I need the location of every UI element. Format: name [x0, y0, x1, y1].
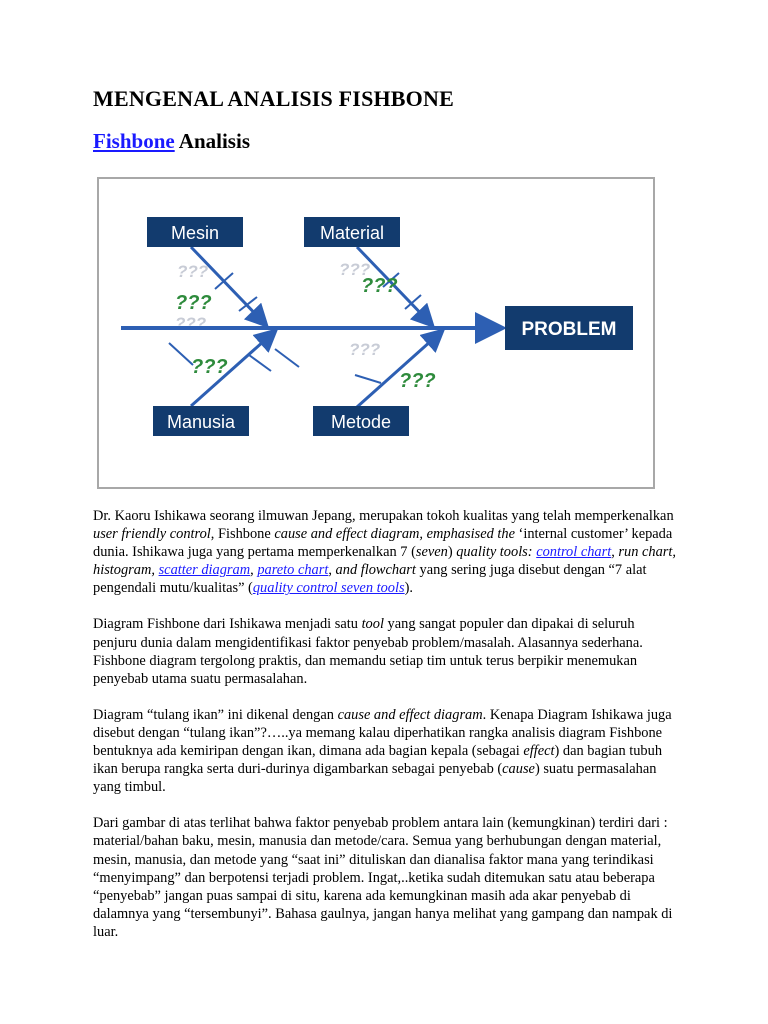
article-body: [93, 507, 678, 959]
section-title-rest: Analisis: [174, 129, 250, 153]
sub-bone: [249, 355, 271, 371]
qmark-metode: ???: [399, 370, 436, 392]
cause-box-manusia: [153, 406, 249, 436]
fishbone-link[interactable]: Fishbone: [93, 129, 175, 153]
text-run: . Kenapa Diagram Ishikawa juga disebut dengan “tulang ikan”?…..ya memang kalau diperhatikan rangka analisis diagram Fishbone bentuknya ada kemiripan dengan ikan, dimana ada bagian kepala (sebagai: [93, 706, 672, 760]
qmark-mesin: ???: [175, 292, 212, 314]
text-run: , Fishbone: [210, 526, 275, 543]
text-run: ‘internal customer’ kepada dunia. Ishikawa juga yang pertama memperkenalkan 7 (: [93, 526, 673, 561]
text-run: yang sangat populer dan dipakai di seluruh penjuru dunia dalam mengidentifikasi faktor penyebab problem/masalah. Alasannya sederhana. Fishbone diagram tergolong praktis, dan memandu setiap tim untuk terus berpikir menemukan penyebab utama suatu permasalahan.: [93, 616, 643, 687]
fishbone-diagram: [97, 177, 655, 489]
italic-text: seven: [415, 544, 448, 561]
qmark-manusia: ???: [191, 356, 228, 378]
question-marks: [175, 275, 436, 392]
italic-text: run chart, histogram,: [93, 544, 676, 579]
link-quality-control-seven-tools[interactable]: [253, 580, 405, 596]
cause-label-mesin: Mesin: [170, 223, 220, 243]
italic-text: quality tools:: [456, 544, 533, 561]
section-title: [93, 129, 250, 154]
text-run: Diagram “tulang ikan” ini dikenal dengan: [93, 706, 338, 723]
faded-qmark: ???: [339, 260, 371, 279]
cause-box-material: [304, 217, 400, 247]
page-title: MENGENAL ANALISIS FISHBONE: [93, 86, 454, 111]
text-run: Dari gambar di atas terlihat bahwa faktor penyebab problem antara lain (kemungkinan) terdiri dari : material/bahan baku, mesin, manusia dan metode/cara. Semua yang berhubungan dengan material, mesin, manusia, dan metode yang “saat ini” dituliskan dan dianalisa faktor mana yang terindikasi “menyimpang” dan berpotensi terjadi problem. Ingat,..ketika sudah ditemukan satu atau beberapa “penyebab” jangan puas sampai di situ, karena ada kemungkinan masih ada akar penyebab di dalamnya yang “tersembunyi”. Bahasa gaulnya, jangan hanya melihat yang gampang dan nampak di luar.: [93, 815, 673, 940]
link-text: quality control seven tools: [252, 580, 405, 597]
cause-label-manusia: Manusia: [166, 412, 236, 432]
cause-label-metode: Metode: [330, 412, 392, 432]
text-run: ) dan bagian tubuh ikan berupa rangka serta duri-durinya digambarkan sebagai penyebab (: [93, 743, 663, 778]
faded-qmark: ???: [349, 340, 381, 359]
paragraph-1: [93, 507, 678, 597]
link-text: scatter diagram: [158, 562, 251, 579]
link-control-chart[interactable]: [536, 544, 611, 560]
text-run: Dr. Kaoru Ishikawa seorang ilmuwan Jepang, merupakan tokoh kualitas yang telah memperkenalkan: [93, 508, 674, 524]
italic-text: and flowchart: [335, 562, 416, 579]
sub-bone: [355, 375, 381, 383]
paragraph-2: [93, 615, 678, 687]
link-scatter-diagram[interactable]: [159, 562, 251, 578]
italic-text: cause and effect diagram, emphasised the: [274, 526, 515, 543]
text-run: ): [447, 544, 457, 561]
cause-box-metode: [313, 406, 409, 436]
paragraph-4: [93, 814, 678, 941]
text-run: Diagram Fishbone dari Ishikawa menjadi satu: [93, 616, 362, 633]
effect-label: PROBLEM: [521, 319, 617, 340]
text-run: ,: [250, 562, 258, 579]
text-run: ) suatu permasalahan yang timbul.: [93, 761, 657, 796]
sub-bone: [275, 349, 299, 367]
qmark-material: ???: [361, 275, 398, 297]
link-text: control chart: [536, 544, 612, 561]
cause-box-mesin: [147, 217, 243, 247]
italic-text: tool: [361, 616, 384, 633]
paragraph-3: [93, 706, 678, 796]
cause-label-material: Material: [319, 223, 385, 243]
fishbone-svg: [99, 179, 653, 487]
link-text: pareto chart: [257, 562, 329, 579]
faded-qmark: ???: [177, 262, 209, 281]
italic-text: cause and effect diagram: [337, 706, 483, 723]
link-pareto-chart[interactable]: [257, 562, 328, 578]
text-run: ).: [404, 580, 413, 597]
text-run: ,: [328, 562, 336, 579]
italic-text: effect: [523, 743, 555, 760]
sub-bone: [169, 343, 193, 365]
effect-box: [505, 306, 633, 350]
text-run: yang sering juga disebut dengan “7 alat pengendali mutu/kualitas” (: [93, 562, 647, 597]
faded-qmark: ???: [175, 314, 207, 333]
text-run: ,: [611, 544, 619, 561]
italic-text: cause: [502, 761, 535, 778]
italic-text: user friendly control: [93, 526, 211, 543]
